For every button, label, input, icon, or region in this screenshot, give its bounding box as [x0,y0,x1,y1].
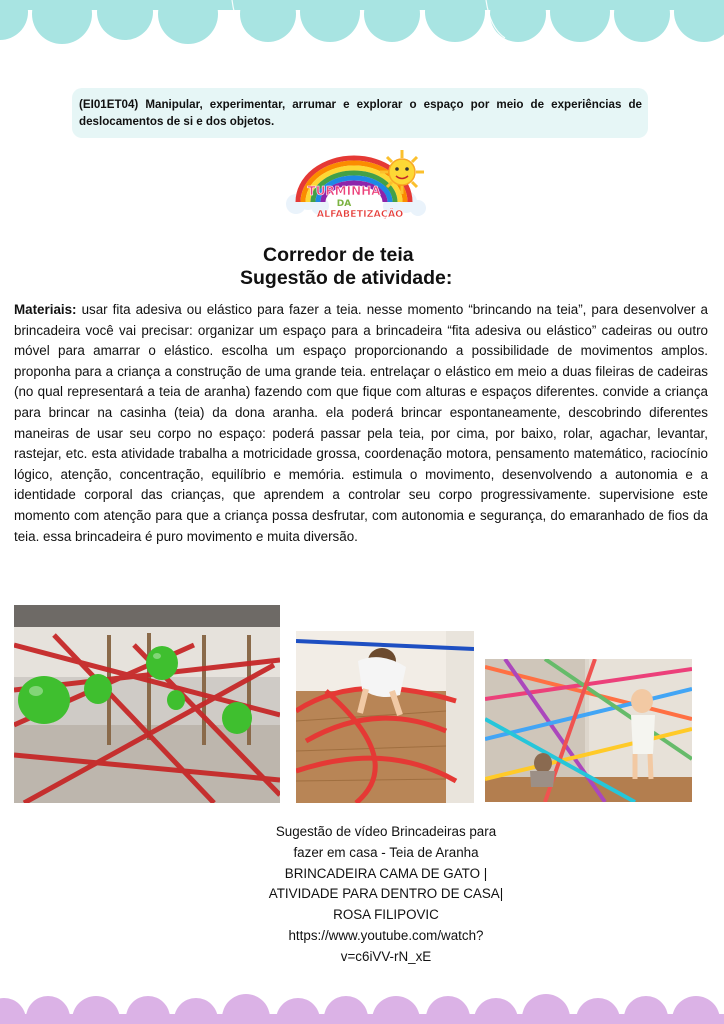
video-line: fazer em casa - Teia de Aranha [293,844,479,860]
video-line: Sugestão de vídeo Brincadeiras para [275,824,497,839]
video-line: ROSA FILIPOVIC [333,907,439,923]
logo-text-line3: ALFABETIZAÇÃO [316,209,404,220]
bncc-objective-text: (EI01ET04) Manipular, experimentar, arrumar e explorar o espaço por meio de experiências de deslocamentos de si e dos objetos. [79,98,642,128]
video-suggestion [232,822,540,968]
title-line-2: Sugestão de atividade: [240,267,453,289]
bottom-cloud-border [0,984,724,1024]
title-line-1: Corredor de teia [263,244,414,266]
photo-child-hallway [296,631,474,803]
photo-balloon-web [14,605,280,803]
logo-text-line1: TURMINHA [307,184,381,198]
turminha-logo [282,148,432,222]
top-cloud-border [0,0,724,48]
bncc-objective-box [72,88,648,138]
video-url-line[interactable]: v=c6iVV-rN_xE [340,948,432,964]
photo-colorful-ribbons [485,659,692,802]
video-line: ATIVIDADE PARA DENTRO DE CASA| [268,886,504,902]
video-url-line[interactable]: https://www.youtube.com/watch? [288,927,484,943]
materials-paragraph [14,300,708,547]
materials-text: usar fita adesiva ou elástico para fazer a teia. nesse momento “brincando na teia”, para desenvolver a brincadeira você vai precisar: organizar um espaço para a brincadeira “fita adesiva ou elástico” cadeiras ou outro móvel para amarrar o elástico. escolha um espaço proporcionando a possibilidade de movimentos amplos. proponha para a criança a construção de uma grande teia. entrelaçar o elástico em meio a duas fileiras de cadeiras (no qual representará a teia de aranha) fazendo com que fique com alturas e espaços diferentes. convide a criança para brincar na casinha (teia) da dona aranha. ela poderá brincar espontaneamente, descobrindo diferentes maneiras de usar seu corpo no espaço: poderá passar pela teia, por cima, por baixo, rolar, agachar, levantar, rastejar, etc. esta atividade trabalha a motricidade grossa, coordenação motora, pensamento matemático, raciocínio lógico, atenção, concentração, equilíbrio e memória. estimula o movimento, desenvolvendo a autonomia e a identidade corporal das crianças, que aprendem a controlar seu corpo progressivamente. supervisione este momento com atenção para que a criança possa desfrutar, com autonomia e segurança, do emaranhado de fios da teia. essa brincadeira é puro movimento e muita diversão. [14,302,708,544]
logo-text-line2: DA [336,199,352,209]
video-line: BRINCADEIRA CAMA DE GATO | [284,865,488,881]
materials-label: Materiais: [14,302,77,317]
